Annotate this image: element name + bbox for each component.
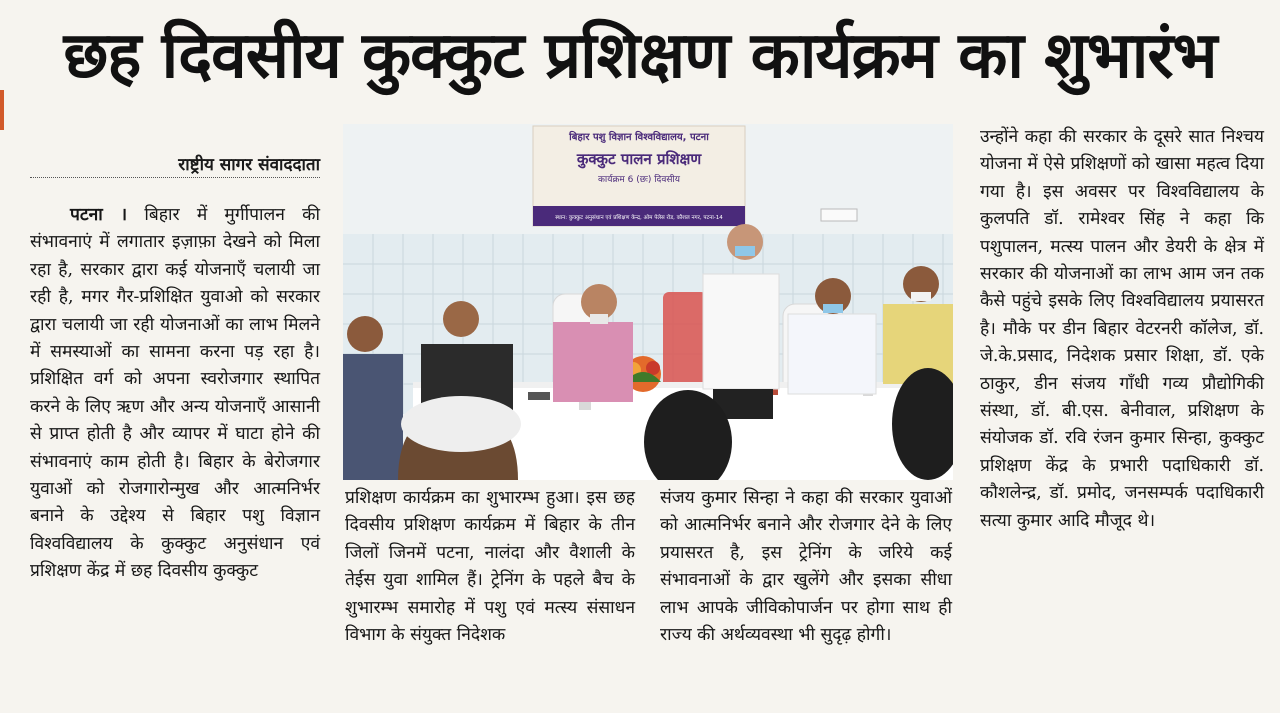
article-column-3: संजय कुमार सिन्हा ने कहा की सरकार युवाओं को आत्मनिर्भर बनाने और रोजगार देने के लिए प्रयासरत है, इस ट्रेनिंग के जरिये कई संभावनाओं के द्वार खुलेंगे और इसका सीधा लाभ आपके जीविकोपार्जन पर होगा साथ ही राज्य की अर्थव्यवस्था भी सुदृढ़ होगी।: [660, 488, 952, 646]
audience-member-cap: [398, 396, 521, 480]
article-column-2: प्रशिक्षण कार्यक्रम का शुभारम्भ हुआ। इस छह दिवसीय प्रशिक्षण कार्यक्रम में बिहार के तीन जिलों जिनमें पटना, नालंदा और वैशाली के तेईस युवा शामिल हैं। ट्रेनिंग के पहले बैच के शुभारम्भ समारोह में पशु एवं मत्स्य संसाधन विभाग के संयुक्त निदेशक: [345, 488, 635, 646]
article-column-4: उन्होंने कहा की सरकार के दूसरे सात निश्चय योजना में ऐसे प्रशिक्षणों को खासा महत्व दिया गया है। इस अवसर पर विश्वविद्यालय के कुलपति डॉ. रामेश्वर सिंह ने कहा कि पशुपालन, मत्स्य पालन और डेयरी के क्षेत्र में सरकार की योजनाओं का लाभ आम जन तक कैसे पहुंचे इसके लिए विश्वविद्यालय प्रयासरत है। मौके पर डीन बिहार वेटरनरी कॉलेज, डॉ. जे.के.प्रसाद, निदेशक प्रसार शिक्षा, डॉ. एके ठाकुर, डीन संजय गाँधी गव्य प्रौद्योगिकी संस्था, डॉ. बी.एस. बेनीवाल, प्रशिक्षण के संयोजक डॉ. रवि रंजन कुमार सिन्हा, कुक्कुट प्रशिक्षण केंद्र के प्रभारी पदाधिकारी डॉ. कौशलेन्द्र, डॉ. प्रमोद, जनसम्पर्क पदाधिकारी सत्या कुमार आदि मौजूद थे।: [980, 127, 1264, 531]
banner-line-3: कार्यक्रम 6 (छः) दिवसीय: [598, 175, 680, 185]
byline: राष्ट्रीय सागर संवाददाता: [30, 152, 320, 178]
dateline: पटना ।: [70, 205, 128, 225]
headline: छह दिवसीय कुक्कुट प्रशिक्षण कार्यक्रम का शुभारंभ: [63, 19, 1217, 93]
banner-line-4: स्थान: कुक्कुट अनुसंधान एवं प्रशिक्षण केन्द्र, ओम पेलेस रोड, कौशल नगर, पटना-14: [555, 215, 723, 221]
training-banner: [533, 126, 745, 226]
article-column-1: [30, 202, 320, 586]
banner-line-1: बिहार पशु विज्ञान विश्वविद्यालय, पटना: [569, 132, 709, 143]
banner-line-2: कुक्कुट पालन प्रशिक्षण: [576, 150, 702, 168]
article-text-col1: बिहार में मुर्गीपालन की संभावनाएं में लगातार इज़ाफ़ा देखने को मिला रहा है, सरकार द्वारा कई योजनाएँ चलायी जा रही है, मगर गैर-प्रशिक्षित युवाओ को सरकार द्वारा चलायी जा रही योजनाओं का लाभ मिलने में समस्याओं का सामना करना पड़ रहा है। प्रशिक्षित वर्ग को अपना स्वरोजगार स्थापित करने के लिए ऋण और अन्य योजनाएँ आसानी से प्राप्त होती है और व्यापर में घाटा होने की संभावनाएं काम होती है। बिहार के बेरोजगार युवाओं को रोजगारोन्मुख और आत्मनिर्भर बनाने के उद्देश्य से बिहार पशु विज्ञान विश्वविद्यालय के कुक्कुट अनुसंधान एवं प्रशिक्षण केंद्र में छह दिवसीय कुक्कुट: [30, 205, 320, 582]
event-photo: [343, 124, 953, 480]
event-photo-illustration: [343, 124, 953, 480]
